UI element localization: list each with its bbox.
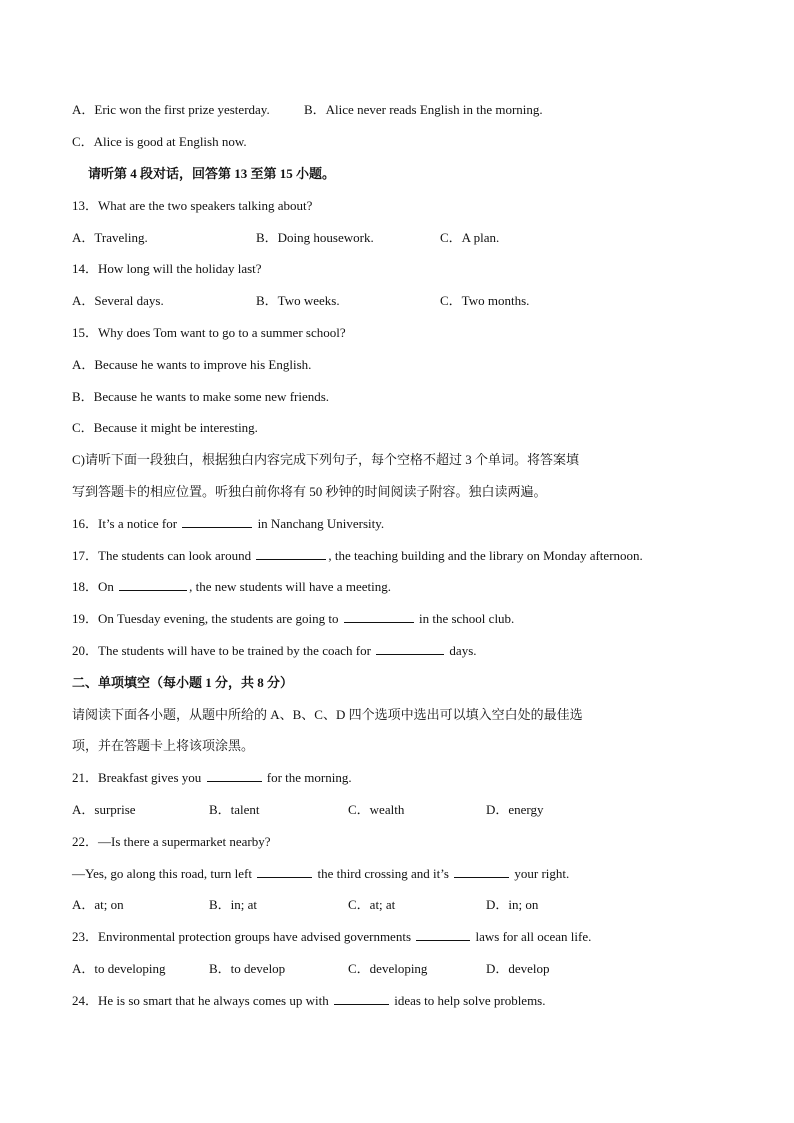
q16-blank[interactable] xyxy=(182,515,252,528)
q13-option-a: A．Traveling. xyxy=(72,230,148,245)
q22-stem: 22．—Is there a supermarket nearby? xyxy=(72,834,271,849)
q20-before: 20．The students will have to be trained by the coach for xyxy=(72,643,371,658)
q13-option-c: C．A plan. xyxy=(440,230,500,245)
q14-option-b: B．Two weeks. xyxy=(256,293,340,308)
q14-stem: 14．How long will the holiday last? xyxy=(72,261,262,276)
q23-stem xyxy=(72,926,591,948)
q21-option-a: A．surprise xyxy=(72,802,136,817)
section2-instruction-1: 请阅读下面各小题，从题中所给的 A、B、C、D 四个选项中选出可以填入空白处的最佳选 xyxy=(72,707,583,722)
part-c-instruction-1: C)请听下面一段独白，根据独白内容完成下列句子，每个空格不超过 3 个单词。将答案填 xyxy=(72,452,580,467)
q17-after: , the teaching building and the library on Monday afternoon. xyxy=(328,548,643,563)
q15-option-c: C．Because it might be interesting. xyxy=(72,420,258,435)
q23-option-a: A．to developing xyxy=(72,961,166,976)
q22-blank-2[interactable] xyxy=(454,865,509,878)
q21-option-b: B．talent xyxy=(209,802,260,817)
q22-part-3: your right. xyxy=(514,866,570,881)
q23-blank[interactable] xyxy=(416,928,470,941)
q19-before: 19．On Tuesday evening, the students are going to xyxy=(72,611,339,626)
q12-option-b: B．Alice never reads English in the morning. xyxy=(304,102,543,117)
q12-option-c: C．Alice is good at English now. xyxy=(72,134,247,149)
q17 xyxy=(72,545,643,567)
q18-blank[interactable] xyxy=(119,578,187,591)
q23-option-b: B．to develop xyxy=(209,961,286,976)
q21-option-d: D．energy xyxy=(486,802,544,817)
q13-option-b: B．Doing housework. xyxy=(256,230,374,245)
q20-blank[interactable] xyxy=(376,642,444,655)
q21-blank[interactable] xyxy=(207,769,262,782)
q15-stem: 15．Why does Tom want to go to a summer school? xyxy=(72,325,346,340)
q14-option-a: A．Several days. xyxy=(72,293,164,308)
q24-blank[interactable] xyxy=(334,992,389,1005)
q18 xyxy=(72,576,391,598)
q19 xyxy=(72,608,514,630)
q20-after: days. xyxy=(449,643,477,658)
q21-stem xyxy=(72,767,352,789)
q24-stem xyxy=(72,990,546,1012)
q17-before: 17．The students can look around xyxy=(72,548,252,563)
q23-before: 23．Environmental protection groups have advised governments xyxy=(72,929,412,944)
q13-stem: 13．What are the two speakers talking about? xyxy=(72,198,313,213)
q20 xyxy=(72,640,477,662)
q21-after: for the morning. xyxy=(266,770,352,785)
q18-before: 18．On xyxy=(72,579,114,594)
q19-after: in the school club. xyxy=(418,611,515,626)
q16 xyxy=(72,513,384,535)
q21-option-c: C．wealth xyxy=(348,802,405,817)
section2-instruction-2: 项，并在答题卡上将该项涂黑。 xyxy=(72,738,255,753)
q22-option-d: D．in; on xyxy=(486,897,539,912)
q17-blank[interactable] xyxy=(256,547,326,560)
q21-before: 21．Breakfast gives you xyxy=(72,770,202,785)
section4-instruction: 请听第 4 段对话，回答第 13 至第 15 小题。 xyxy=(88,166,336,181)
part-c-instruction-2: 写到答题卡的相应位置。听独白前你将有 50 秒钟的时间阅读子附容。独白读两遍。 xyxy=(72,484,547,499)
q15-option-b: B．Because he wants to make some new friends. xyxy=(72,389,330,404)
q23-after: laws for all ocean life. xyxy=(475,929,592,944)
q14-option-c: C．Two months. xyxy=(440,293,530,308)
q22-blank-1[interactable] xyxy=(257,865,312,878)
q24-before: 24．He is so smart that he always comes up with xyxy=(72,993,329,1008)
q18-after: , the new students will have a meeting. xyxy=(189,579,391,594)
q16-before: 16．It’s a notice for xyxy=(72,516,178,531)
section2-heading: 二、单项填空（每小题 1 分，共 8 分） xyxy=(72,675,294,690)
q24-after: ideas to help solve problems. xyxy=(394,993,546,1008)
q22-option-a: A．at; on xyxy=(72,897,124,912)
q15-option-a: A．Because he wants to improve his English. xyxy=(72,357,312,372)
q22-option-c: C．at; at xyxy=(348,897,396,912)
q23-option-c: C．developing xyxy=(348,961,428,976)
q22-option-b: B．in; at xyxy=(209,897,258,912)
q22-part-2: the third crossing and it’s xyxy=(317,866,449,881)
q22-part-1: —Yes, go along this road, turn left xyxy=(72,866,252,881)
q12-option-a: A．Eric won the first prize yesterday. xyxy=(72,102,270,117)
q16-after: in Nanchang University. xyxy=(257,516,385,531)
q19-blank[interactable] xyxy=(344,610,414,623)
q22-response xyxy=(72,863,569,885)
q23-option-d: D．develop xyxy=(486,961,550,976)
